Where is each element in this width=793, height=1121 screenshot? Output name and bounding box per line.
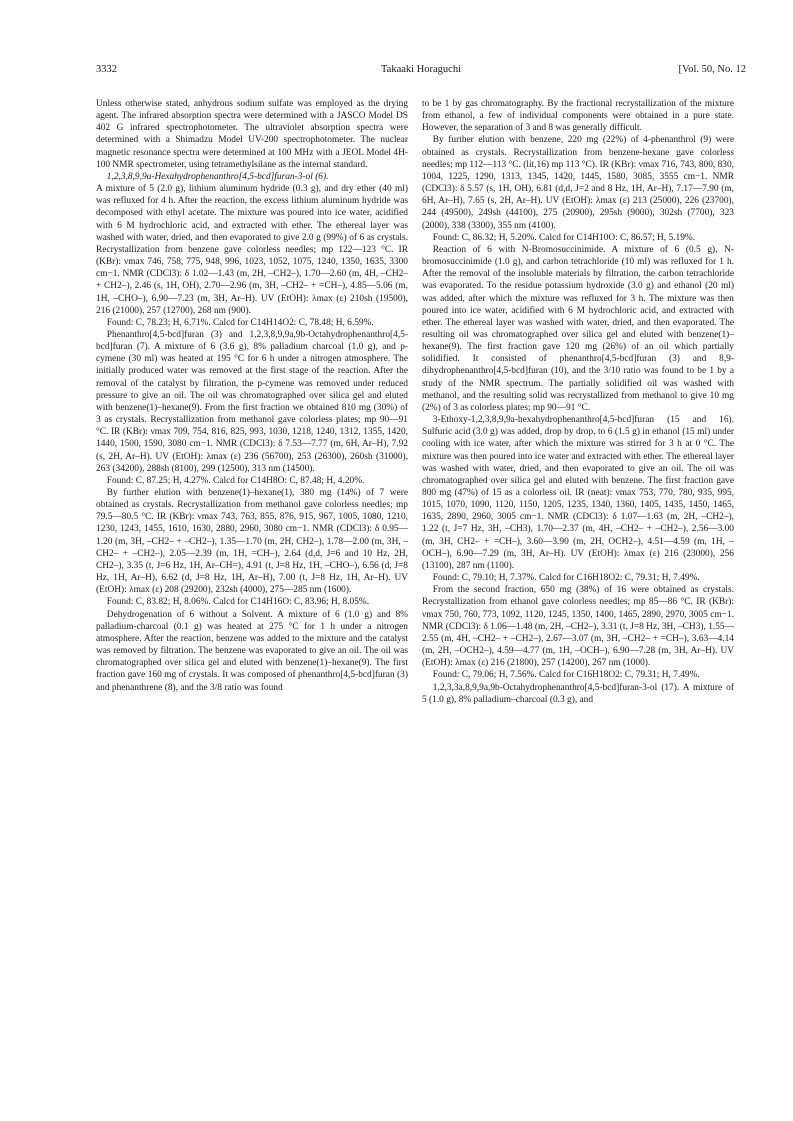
body-paragraph: Reaction of 6 with N-Bromosuccinimide. A mixture of 6 (0.5 g), N-bromosuccinimide (1.0 g), and carbon tetrachloride (10 ml) was refluxed for 1 h. After the removal of the insoluble materials by filtration, the carbon tetrachloride was evaporated. To the residue potassium hydroxide (3.0 g) and ethanol (20 ml) was added, after which the mixture was refluxed for 3 h. The mixture was then poured into ice water, acidified with 6 M hydrochloric acid, and extracted with ether. The ethereal layer was washed with water, dried, and then evaporated. The resulting oil was chromatographed over silica gel and eluted with benzene(1)–hexane(9). The first fraction gave 120 mg (26%) of an oil which partially solidified. It consisted of phenanthro[4,5-bcd]furan (3) and 8,9-dihydrophenanthro[4,5-bcd]furan (10), and the 3/10 ratio was found to be 1 by a study of the NMR spectrum. The partially solidified oil was washed with methanol, and the resulting solid was recrystallized from methanol to give 10 mg (2%) of 3 as colorless plates; mp 90—91 °C. <box>422 244 734 413</box>
left-column <box>96 98 408 1103</box>
body-paragraph: Unless otherwise stated, anhydrous sodium sulfate was employed as the drying agent. The infrared absorption spectra were determined with a JASCO Model DS 402 G infrared spectrophotometer. The ultraviolet absorption spectra were determined with a Shimadzu Model UV-200 spectrophotometer. The nuclear magnetic resonance spectra were determined at 100 MHz with a JEOL Model 4H-100 NMR spectrometer, using tetramethylsilane as the internal standard. <box>96 99 408 170</box>
body-paragraph: 1,2,3,3a,8,9,9a,9b-Octahydrophenanthro[4,5-bcd]furan-3-ol (17). A mixture of 5 (1.0 g), 8% palladium–charcoal (0.3 g), and <box>422 682 734 705</box>
page-number: 3332 <box>96 64 117 75</box>
body-paragraph: Found: C, 78.23; H, 6.71%. Calcd for C14H14O2: C, 78.48; H, 6.59%. <box>106 317 374 328</box>
body-paragraph: By further elution with benzene(1)–hexane(1), 380 mg (14%) of 7 were obtained as crystals. Recrystallization from methanol gave colorless needles; mp 79.5—80.5 °C. IR (KBr): νmax 743, 763, 855, 876, 915, 967, 1005, 1080, 1210, 1230, 1243, 1455, 1610, 1630, 2880, 2960, 3080 cm−1. NMR (CDCl3): δ 0.95—1.20 (m, 3H, –CH2– + –CH2–), 1.35—1.70 (m, 2H, CH2–), 1.78—2.00 (m, 3H, –CH2– + –CH2–), 2.05—2.39 (m, 1H, =CH–), 2.64 (d,d, J=6 and 10 Hz, 2H, CH2–), 3.35 (t, J=6 Hz, 1H, Ar–CH=), 4.91 (t, J=8 Hz, 1H, –CHO–), 6.56 (d, J=8 Hz, 1H, Ar–H), 6.62 (d, J=8 Hz, 1H, Ar–H), 7.00 (t, J=8 Hz, 1H, Ar–H). UV (EtOH): λmax (ε) 208 (29200), 232sh (4000), 275—285 nm (1600). <box>96 488 408 596</box>
running-header <box>96 64 746 82</box>
body-paragraph: Found: C, 87.25; H, 4.27%. Calcd for C14H8O: C, 87.48; H, 4.20%. <box>106 475 365 486</box>
section-heading: 1,2,3,8,9,9a-Hexahydrophenanthro[4,5-bcd]furan-3-ol (6). <box>106 171 329 182</box>
right-column <box>422 98 734 1103</box>
body-paragraph: By further elution with benzene, 220 mg (22%) of 4-phenanthrol (9) were obtained as crystals. Recrystallization from benzene-hexane gave colorless needles; mp 112—113 °C. (lit,16) mp 113 °C). IR (KBr): νmax 716, 743, 800, 830, 1004, 1225, 1290, 1313, 1345, 1420, 1445, 1580, 3085, 3555 cm−1. NMR (CDCl3): δ 5.57 (s, 1H, OH), 6.81 (d,d, J=2 and 8 Hz, 1H, Ar–H), 7.17—7.90 (m, 6H, Ar–H), 7.65 (s, 2H, Ar–H). UV (EtOH): λmax (ε) 213 (25000), 226 (23700), 244 (49500), 249sh (44100), 275 (20900), 295sh (9000), 302sh (7700), 323 (2000), 338 (3300), 355 nm (4100). <box>422 135 734 231</box>
body-paragraph: Found: C, 79.10; H, 7.37%. Calcd for C16H18O2: C, 79.31; H, 7.49%. <box>432 573 700 584</box>
body-paragraph: Found: C, 83.82; H, 8.06%. Calcd for C14H16O: C, 83.96; H, 8.05%. <box>106 597 370 608</box>
body-paragraph: A mixture of 5 (2.0 g), lithium aluminum hydride (0.3 g), and dry ether (40 ml) was refluxed for 4 h. After the reaction, the excess lithium aluminum hydride was decomposed with ethyl acetate. The mixture was poured into ice water, acidified with 6 M hydrochloric acid, and extracted with ether. The ethereal layer was washed with water, dried, and then evaporated to give 2.0 g (99%) of 6 as crystals. Recrystallization from benzene gave colorless needles; mp 122—123 °C. IR (KBr): νmax 746, 758, 775, 948, 996, 1023, 1052, 1075, 1240, 1350, 1635, 3300 cm−1. NMR (CDCl3): δ 1.02—1.43 (m, 2H, –CH2–), 1.70—2.60 (m, 4H, –CH2– + CH2–), 2.46 (s, 1H, OH), 2.70—2.96 (m, 3H, –CH2– + =CH–), 4.85—5.06 (m, 1H, –CHO–), 6.90—7.23 (m, 3H, Ar–H). UV (EtOH): λmax (ε) 210sh (19500), 216 (21000), 257 (12700), 268 nm (900). <box>96 184 408 316</box>
running-author: Takaaki Horaguchi <box>380 64 462 75</box>
body-paragraph: 3-Ethoxy-1,2,3,8,9,9a-hexahydrophenanthro[4,5-bcd]furan (15 and 16). Sulfuric acid (3.0 g) was added, drop by drop, to 6 (1.5 g) in ethanol (15 ml) under cooling with ice water, after which the mixture was stirred for 3 h at 0 °C. The mixture was then poured into ice water and extracted with ether. The ethereal layer was washed with water, dried, and then evaporated to give an oil. The oil was chromatographed over silica gel and eluted with benzene. The first fraction gave 800 mg (47%) of 15 as a colorless oil. IR (neat): νmax 753, 770, 780, 935, 995, 1015, 1070, 1090, 1120, 1150, 1205, 1235, 1340, 1360, 1405, 1435, 1450, 1465, 1635, 2890, 2960, 3005 cm−1. NMR (CDCl3): δ 1.07—1.63 (m, 2H, –CH2–), 1.22 (t, J=7 Hz, 3H, –CH3), 1.70—2.37 (m, 4H, –CH2– + –CH2–), 2.56—3.00 (m, 3H, CH2– + =CH–), 3.60—3.90 (m, 2H, OCH2–), 4.51—4.59 (m, 1H, –OCH–), 6.90—7.29 (m, 3H, Ar–H). UV (EtOH): λmax (ε) 216 (23000), 256 (13100), 287 nm (1100). <box>422 415 734 571</box>
body-paragraph: Found: C, 86.32; H, 5.20%. Calcd for C14H10O: C, 86.57; H, 5.19%. <box>432 232 696 243</box>
body-paragraph: From the second fraction, 650 mg (38%) of 16 were obtained as crystals. Recrystallization from ethanol gave colorless needles; mp 85—86 °C. IR (KBr): νmax 750, 760, 773, 1092, 1120, 1245, 1350, 1400, 1465, 2890, 2970, 3005 cm−1. NMR (CDCl3): δ 1.06—1.48 (m, 2H, –CH2–), 3.31 (t, J=8 Hz, 3H, –CH3), 1.55—2.55 (m, 4H, –CH2– + –CH2–), 2.67—3.07 (m, 3H, –CH2– + =CH–), 3.63—4.14 (m, 2H, –OCH2–), 4.59—4.77 (m, 1H, –OCH–), 6.90—7.28 (m, 3H, Ar–H). UV (EtOH): λmax (ε) 216 (21800), 257 (14200), 267 nm (1000). <box>422 585 734 669</box>
journal-reference: [Vol. 50, No. 12 <box>678 64 746 75</box>
body-paragraph: to be 1 by gas chromatography. By the fractional recrystallization of the mixture from ethanol, a few of individual components were obtained in a pure state. However, the separation of 3 and 8 was generally difficult. <box>422 99 734 134</box>
body-paragraph: Dehydrogenation of 6 without a Solvent. A mixture of 6 (1.0 g) and 8% palladium-charcoal (0.1 g) was heated at 275 °C for 1 h under a nitrogen atmosphere. After the reaction, benzene was added to the mixture and the catalyst was removed by filtration. The benzene was evaporated to give an oil. The oil was chromatographed over silica gel and eluted with benzene(1)–hexane(9). The first fraction gave 160 mg of crystals. It was composed of phenanthro[4,5-bcd]furan (3) and phenanthrene (8), and the 3/8 ratio was found <box>96 609 408 693</box>
body-paragraph: Found: C, 79.06; H, 7.56%. Calcd for C16H18O2: C, 79.31; H, 7.49%. <box>432 670 700 681</box>
body-paragraph: Phenanthro[4,5-bcd]furan (3) and 1,2,3,8,9,9a,9b-Octahydrophenanthro[4,5-bcd]furan (7). A mixture of 6 (3.6 g), 8% palladium charcoal (1.0 g), and p-cymene (30 ml) was heated at 195 °C for 6 h under a nitrogen atmosphere. The initially produced water was removed at the first stage of the reaction. After the removal of the catalyst by filtration, the p-cymene was removed under reduced pressure to give an oil. The oil was chromatographed over silica gel and eluted with benzene(1)–hexane(9). From the first fraction we obtained 810 mg (30%) of 3 as crystals. Recrystallization from methanol gave colorless plates; mp 90—91 °C. IR (KBr): νmax 709, 754, 816, 825, 993, 1030, 1218, 1240, 1312, 1355, 1420, 1440, 1500, 1590, 3080 cm−1. NMR (CDCl3): δ 7.53—7.77 (m, 6H, Ar–H), 7.92 (s, 2H, Ar–H). UV (EtOH): λmax (ε) 236 (56700), 253 (26300), 260sh (31000), 263 (34200), 288sh (8100), 299 (12500), 313 nm (14500). <box>96 329 408 474</box>
